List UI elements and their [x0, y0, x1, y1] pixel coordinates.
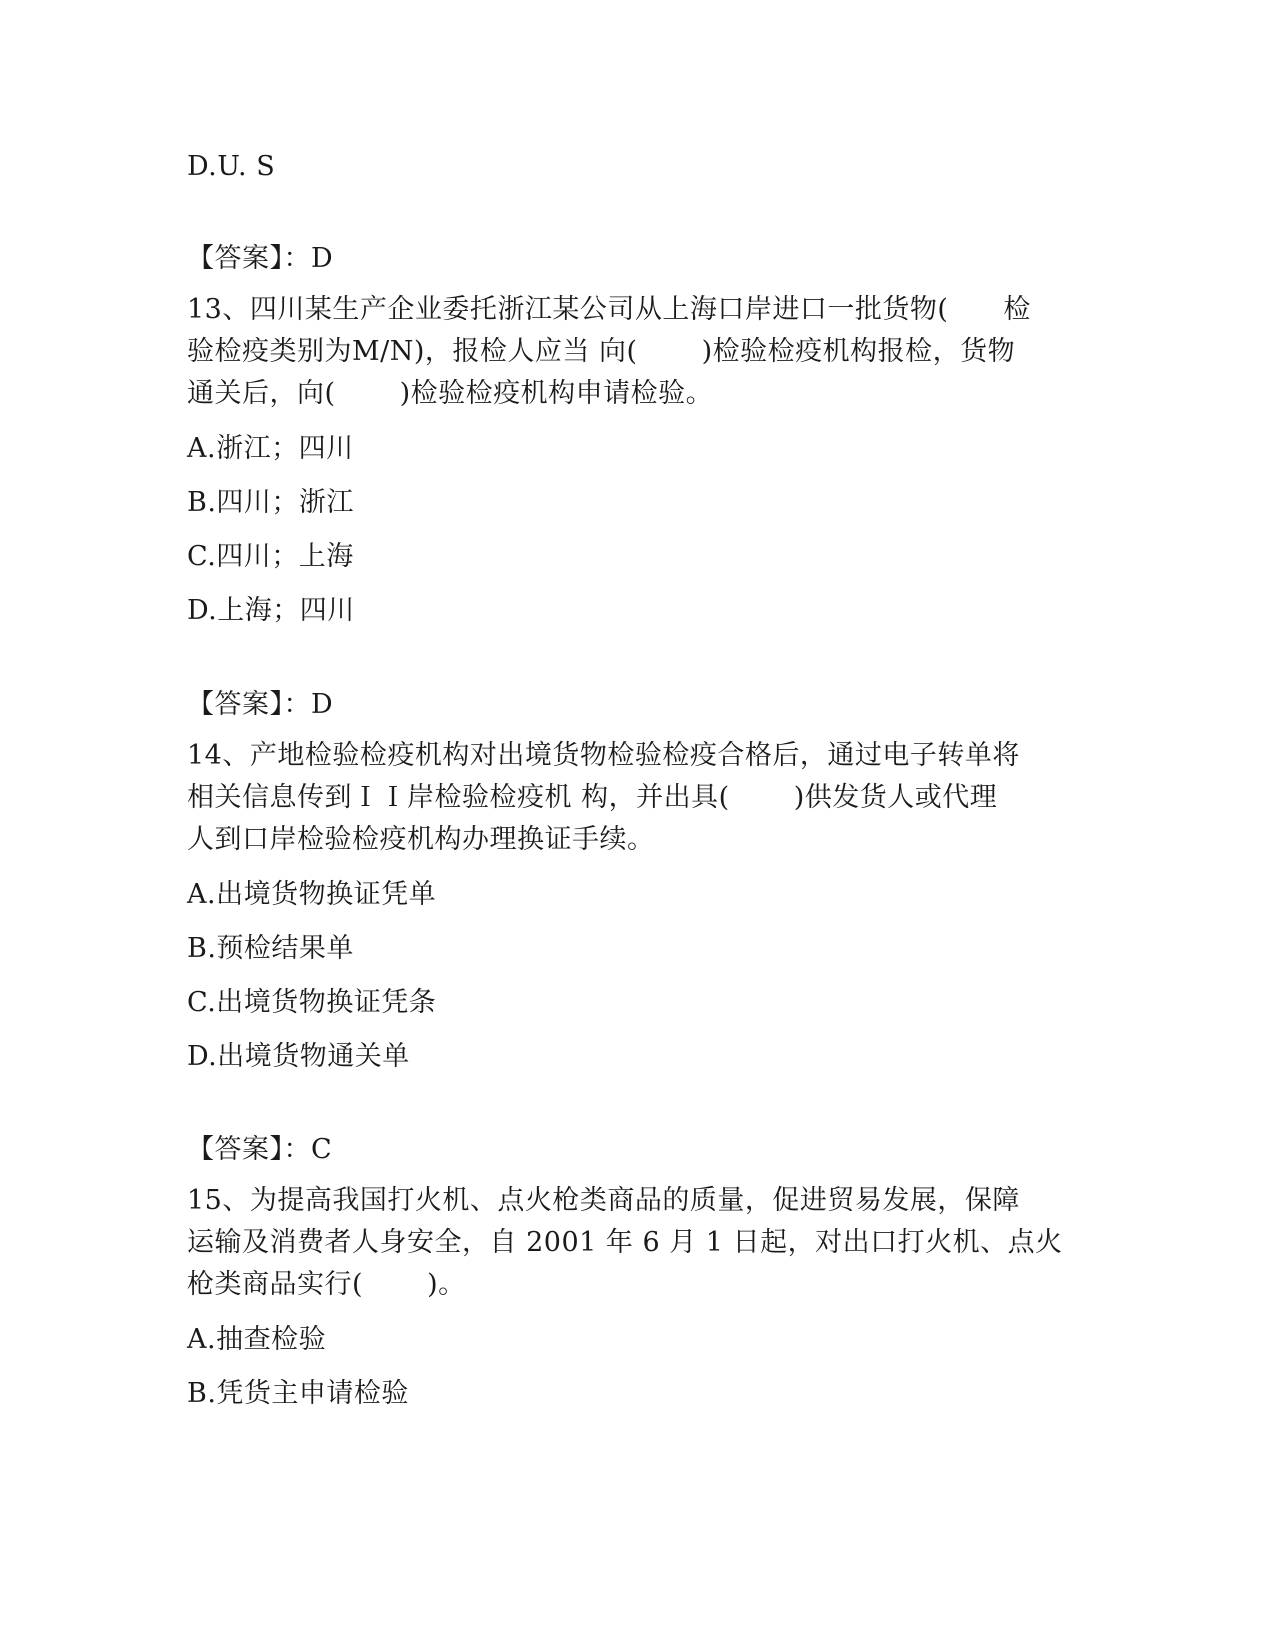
question-14-line-3: 人到口岸检验检疫机构办理换证手续。: [187, 824, 655, 855]
question-13-option-a: A.浙江；四川: [187, 433, 354, 464]
question-14-option-b: B.预检结果单: [187, 933, 354, 964]
question-14-line-1: 14、产地检验检疫机构对出境货物检验检疫合格后，通过电子转单将: [187, 740, 1020, 771]
question-14-option-c: C.出境货物换证凭条: [187, 987, 437, 1018]
question-14-line-2: 相关信息传到ＩＩ岸检验检疫机 构，并出具( )供发货人或代理: [187, 782, 998, 813]
question-13-option-b: B.四川；浙江: [187, 487, 354, 518]
question-15-option-a: A.抽查检验: [187, 1324, 327, 1355]
question-15-line-2: 运输及消费者人身安全，自 2001 年 6 月 1 日起，对出口打火机、点火: [187, 1227, 1063, 1258]
question-15-line-1: 15、为提高我国打火机、点火枪类商品的质量，促进贸易发展，保障: [187, 1185, 1020, 1216]
question-15-option-b: B.凭货主申请检验: [187, 1378, 409, 1409]
question-13-line-3: 通关后，向( )检验检疫机构申请检验。: [187, 378, 714, 409]
question-13-line-1: 13、四川某生产企业委托浙江某公司从上海口岸进口一批货物( 检: [187, 294, 1031, 325]
answer-14: 【答案】：C: [187, 1134, 333, 1165]
answer-12: 【答案】：D: [187, 243, 334, 274]
question-13-line-2: 验检疫类别为M/N)，报检人应当 向( )检验检疫机构报检，货物: [187, 336, 1016, 367]
option-d-previous: D.U. S: [187, 151, 276, 182]
question-14-option-d: D.出境货物通关单: [187, 1041, 410, 1072]
question-13-option-c: C.四川；上海: [187, 541, 354, 572]
question-15-line-3: 枪类商品实行( )。: [187, 1269, 466, 1300]
question-14-option-a: A.出境货物换证凭单: [187, 879, 437, 910]
answer-13: 【答案】：D: [187, 689, 334, 720]
question-13-option-d: D.上海；四川: [187, 595, 355, 626]
